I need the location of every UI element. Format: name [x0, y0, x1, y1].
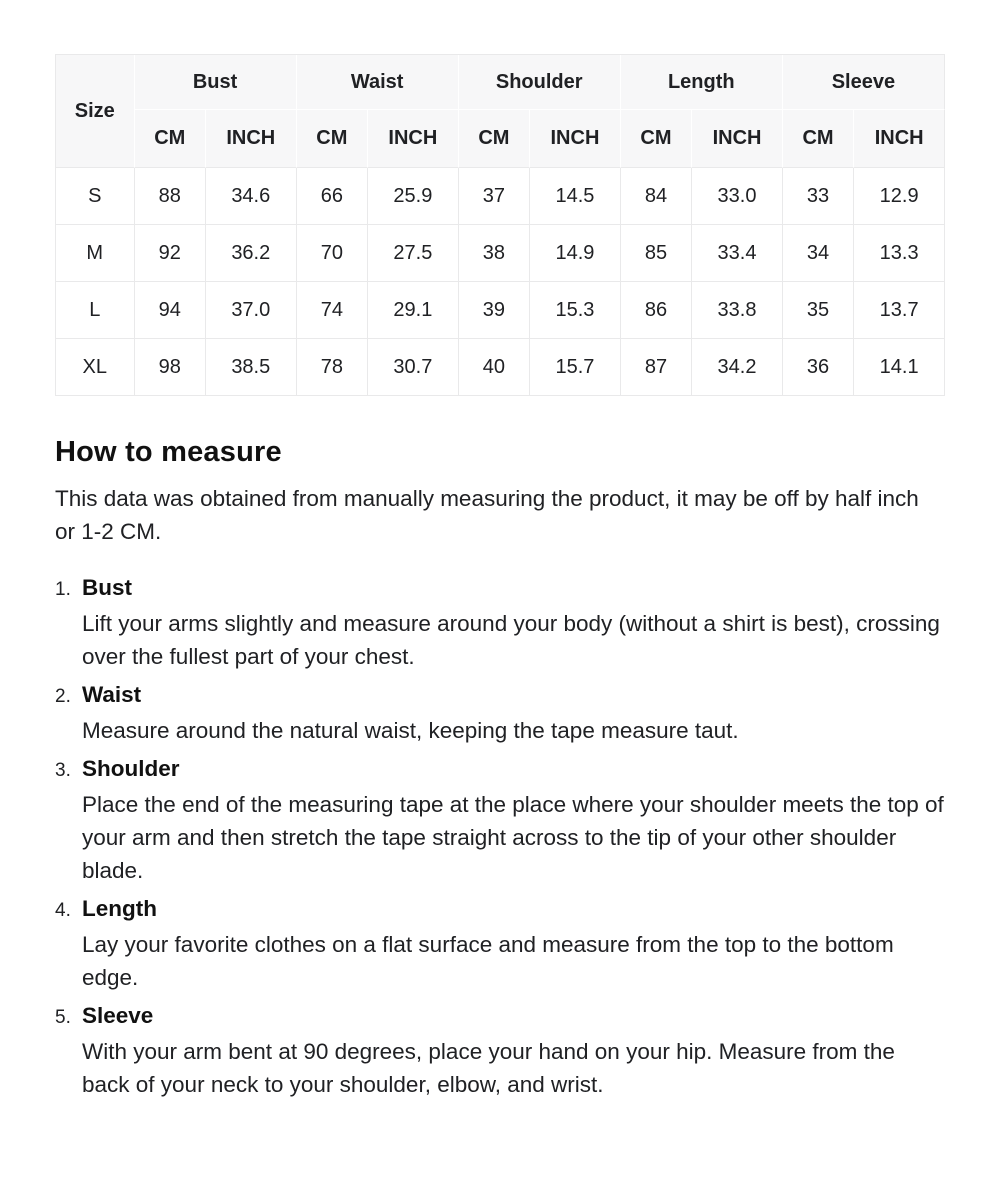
- table-cell: 40: [459, 339, 530, 396]
- table-cell: 66: [297, 168, 368, 225]
- group-header-length: Length: [621, 55, 783, 110]
- table-cell: 15.3: [530, 282, 621, 339]
- step-number: 2.: [55, 686, 71, 707]
- table-cell: 27.5: [368, 225, 459, 282]
- step-label: Waist: [82, 682, 142, 707]
- size-cell: S: [56, 168, 135, 225]
- table-cell: 86: [621, 282, 692, 339]
- step-number: 5.: [55, 1007, 71, 1028]
- table-cell: 34: [783, 225, 854, 282]
- table-row-m: [56, 225, 945, 282]
- unit-header-inch: INCH: [368, 110, 459, 168]
- table-cell: 98: [135, 339, 206, 396]
- measure-disclaimer: This data was obtained from manually measuring the product, it may be off by half inch or 1-2 CM.: [55, 486, 919, 544]
- table-row-l: [56, 282, 945, 339]
- table-cell: 85: [621, 225, 692, 282]
- table-cell: 30.7: [368, 339, 459, 396]
- table-cell: 78: [297, 339, 368, 396]
- table-cell: 94: [135, 282, 206, 339]
- table-cell: 38: [459, 225, 530, 282]
- table-cell: 13.7: [854, 282, 945, 339]
- table-cell: 25.9: [368, 168, 459, 225]
- measure-step-sleeve: [55, 1003, 945, 1101]
- size-cell: M: [56, 225, 135, 282]
- step-label: Bust: [82, 575, 132, 600]
- table-cell: 15.7: [530, 339, 621, 396]
- table-cell: 34.2: [692, 339, 783, 396]
- measure-step-waist: [55, 682, 945, 747]
- table-cell: 29.1: [368, 282, 459, 339]
- step-number: 3.: [55, 760, 71, 781]
- table-cell: 37.0: [206, 282, 297, 339]
- table-cell: 33.8: [692, 282, 783, 339]
- size-chart-body: [56, 168, 945, 396]
- table-cell: 38.5: [206, 339, 297, 396]
- table-cell: 36: [783, 339, 854, 396]
- size-chart-header: [56, 55, 945, 168]
- unit-header-cm: CM: [783, 110, 854, 168]
- step-description: Measure around the natural waist, keeping the tape measure taut.: [82, 718, 739, 743]
- table-cell: 33.0: [692, 168, 783, 225]
- table-cell: 84: [621, 168, 692, 225]
- table-cell: 36.2: [206, 225, 297, 282]
- table-cell: 70: [297, 225, 368, 282]
- table-cell: 14.5: [530, 168, 621, 225]
- measure-step-bust: [55, 575, 945, 673]
- table-cell: 35: [783, 282, 854, 339]
- table-cell: 33: [783, 168, 854, 225]
- table-cell: 34.6: [206, 168, 297, 225]
- step-label: Sleeve: [82, 1003, 154, 1028]
- table-cell: 33.4: [692, 225, 783, 282]
- size-column-header: Size: [56, 55, 135, 168]
- step-description: Lift your arms slightly and measure around your body (without a shirt is best), crossing over the fullest part of your chest.: [82, 611, 940, 669]
- size-cell: XL: [56, 339, 135, 396]
- table-cell: 92: [135, 225, 206, 282]
- unit-header-cm: CM: [297, 110, 368, 168]
- table-cell: 14.9: [530, 225, 621, 282]
- table-cell: 88: [135, 168, 206, 225]
- how-to-measure-title: How to measure: [55, 436, 282, 468]
- measure-step-length: [55, 896, 945, 994]
- step-label: Length: [82, 896, 157, 921]
- step-number: 4.: [55, 900, 71, 921]
- measure-steps-list: [55, 575, 945, 1101]
- table-row-s: [56, 168, 945, 225]
- step-description: With your arm bent at 90 degrees, place your hand on your hip. Measure from the back of your neck to your shoulder, elbow, and wrist.: [82, 1039, 895, 1097]
- size-chart-table: [55, 54, 945, 396]
- measure-step-shoulder: [55, 756, 945, 887]
- group-header-shoulder: Shoulder: [459, 55, 621, 110]
- table-cell: 37: [459, 168, 530, 225]
- size-cell: L: [56, 282, 135, 339]
- step-label: Shoulder: [82, 756, 180, 781]
- unit-header-cm: CM: [135, 110, 206, 168]
- group-header-sleeve: Sleeve: [783, 55, 945, 110]
- unit-header-inch: INCH: [206, 110, 297, 168]
- table-cell: 12.9: [854, 168, 945, 225]
- table-cell: 39: [459, 282, 530, 339]
- unit-header-inch: INCH: [692, 110, 783, 168]
- table-cell: 13.3: [854, 225, 945, 282]
- step-description: Place the end of the measuring tape at the place where your shoulder meets the top of your arm and then stretch the tape straight across to the tip of your other shoulder blade.: [82, 792, 944, 883]
- step-description: Lay your favorite clothes on a flat surface and measure from the top to the bottom edge.: [82, 932, 894, 990]
- unit-header-cm: CM: [621, 110, 692, 168]
- table-row-xl: [56, 339, 945, 396]
- step-number: 1.: [55, 579, 71, 600]
- group-header-bust: Bust: [135, 55, 297, 110]
- unit-header-inch: INCH: [854, 110, 945, 168]
- table-cell: 74: [297, 282, 368, 339]
- unit-header-cm: CM: [459, 110, 530, 168]
- table-cell: 87: [621, 339, 692, 396]
- table-cell: 14.1: [854, 339, 945, 396]
- group-header-waist: Waist: [297, 55, 459, 110]
- unit-header-inch: INCH: [530, 110, 621, 168]
